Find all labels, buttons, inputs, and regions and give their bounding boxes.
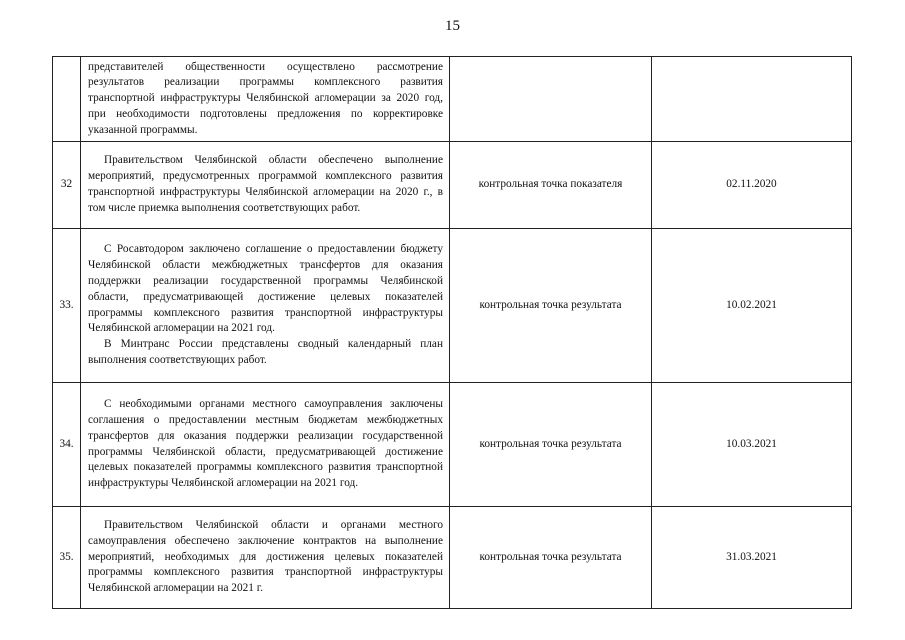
row-description [81, 229, 450, 383]
table-row [53, 507, 852, 609]
description-paragraph: Правительством Челябинской области обеспечено выполнение мероприятий, предусмотренных программой комплексного развития транспортной инфраструктуры Челябинской агломерации на 2020 г., в том числе приемка выполнения соответствующих работ. [88, 154, 443, 214]
schedule-table [52, 56, 852, 609]
row-number: 35. [53, 507, 81, 609]
row-number: 33. [53, 229, 81, 383]
table-row [53, 383, 852, 507]
page-number: 15 [445, 18, 460, 34]
description-paragraph: С необходимыми органами местного самоуправления заключены соглашения о предоставлении местным бюджетам межбюджетных трансфертов для оказания поддержки реализации государственной программы Челябинской области, предусматривающей достижение целевых показателей программы комплексного развития транспортной инфраструктуры Челябинской агломерации на 2021 год. [88, 398, 443, 490]
description-paragraph: С Росавтодором заключено соглашение о предоставлении бюджету Челябинской области межбюджетных трансфертов для оказания поддержки реализации государственной программы Челябинской области, предусматривающей достижение целевых показателей программы комплексного развития транспортной инфраструктуры Челябинской агломерации на 2021 год. [88, 243, 443, 335]
row-number: 34. [53, 383, 81, 507]
description-paragraph: Правительством Челябинской области и органами местного самоуправления обеспечено заключение контрактов на выполнение мероприятий, необходимых для достижения целевых показателей программы комплексного развития транспортной инфраструктуры Челябинской агломерации на 2021 г. [88, 519, 443, 595]
row-description [81, 507, 450, 609]
row-date: 31.03.2021 [652, 507, 852, 609]
row-checkpoint-type: контрольная точка результата [450, 507, 652, 609]
table-row [53, 57, 852, 142]
row-date: 10.02.2021 [652, 229, 852, 383]
row-description [81, 142, 450, 229]
description-paragraph: В Минтранс России представлены сводный календарный план выполнения соответствующих работ. [88, 338, 443, 366]
row-date: 10.03.2021 [652, 383, 852, 507]
row-number [53, 57, 81, 142]
row-checkpoint-type: контрольная точка результата [450, 229, 652, 383]
row-date [652, 57, 852, 142]
description-paragraph: представителей общественности осуществлено рассмотрение результатов реализации программы комплексного развития транспортной инфраструктуры Челябинской агломерации за 2020 год, при необходимости подготовлены предложения по корректировке указанной программы. [88, 60, 443, 136]
row-description [81, 57, 450, 142]
row-checkpoint-type [450, 57, 652, 142]
row-description [81, 383, 450, 507]
table-body [53, 57, 852, 609]
table-row [53, 229, 852, 383]
row-date: 02.11.2020 [652, 142, 852, 229]
row-checkpoint-type: контрольная точка показателя [450, 142, 652, 229]
row-number: 32 [53, 142, 81, 229]
row-checkpoint-type: контрольная точка результата [450, 383, 652, 507]
table-row [53, 142, 852, 229]
